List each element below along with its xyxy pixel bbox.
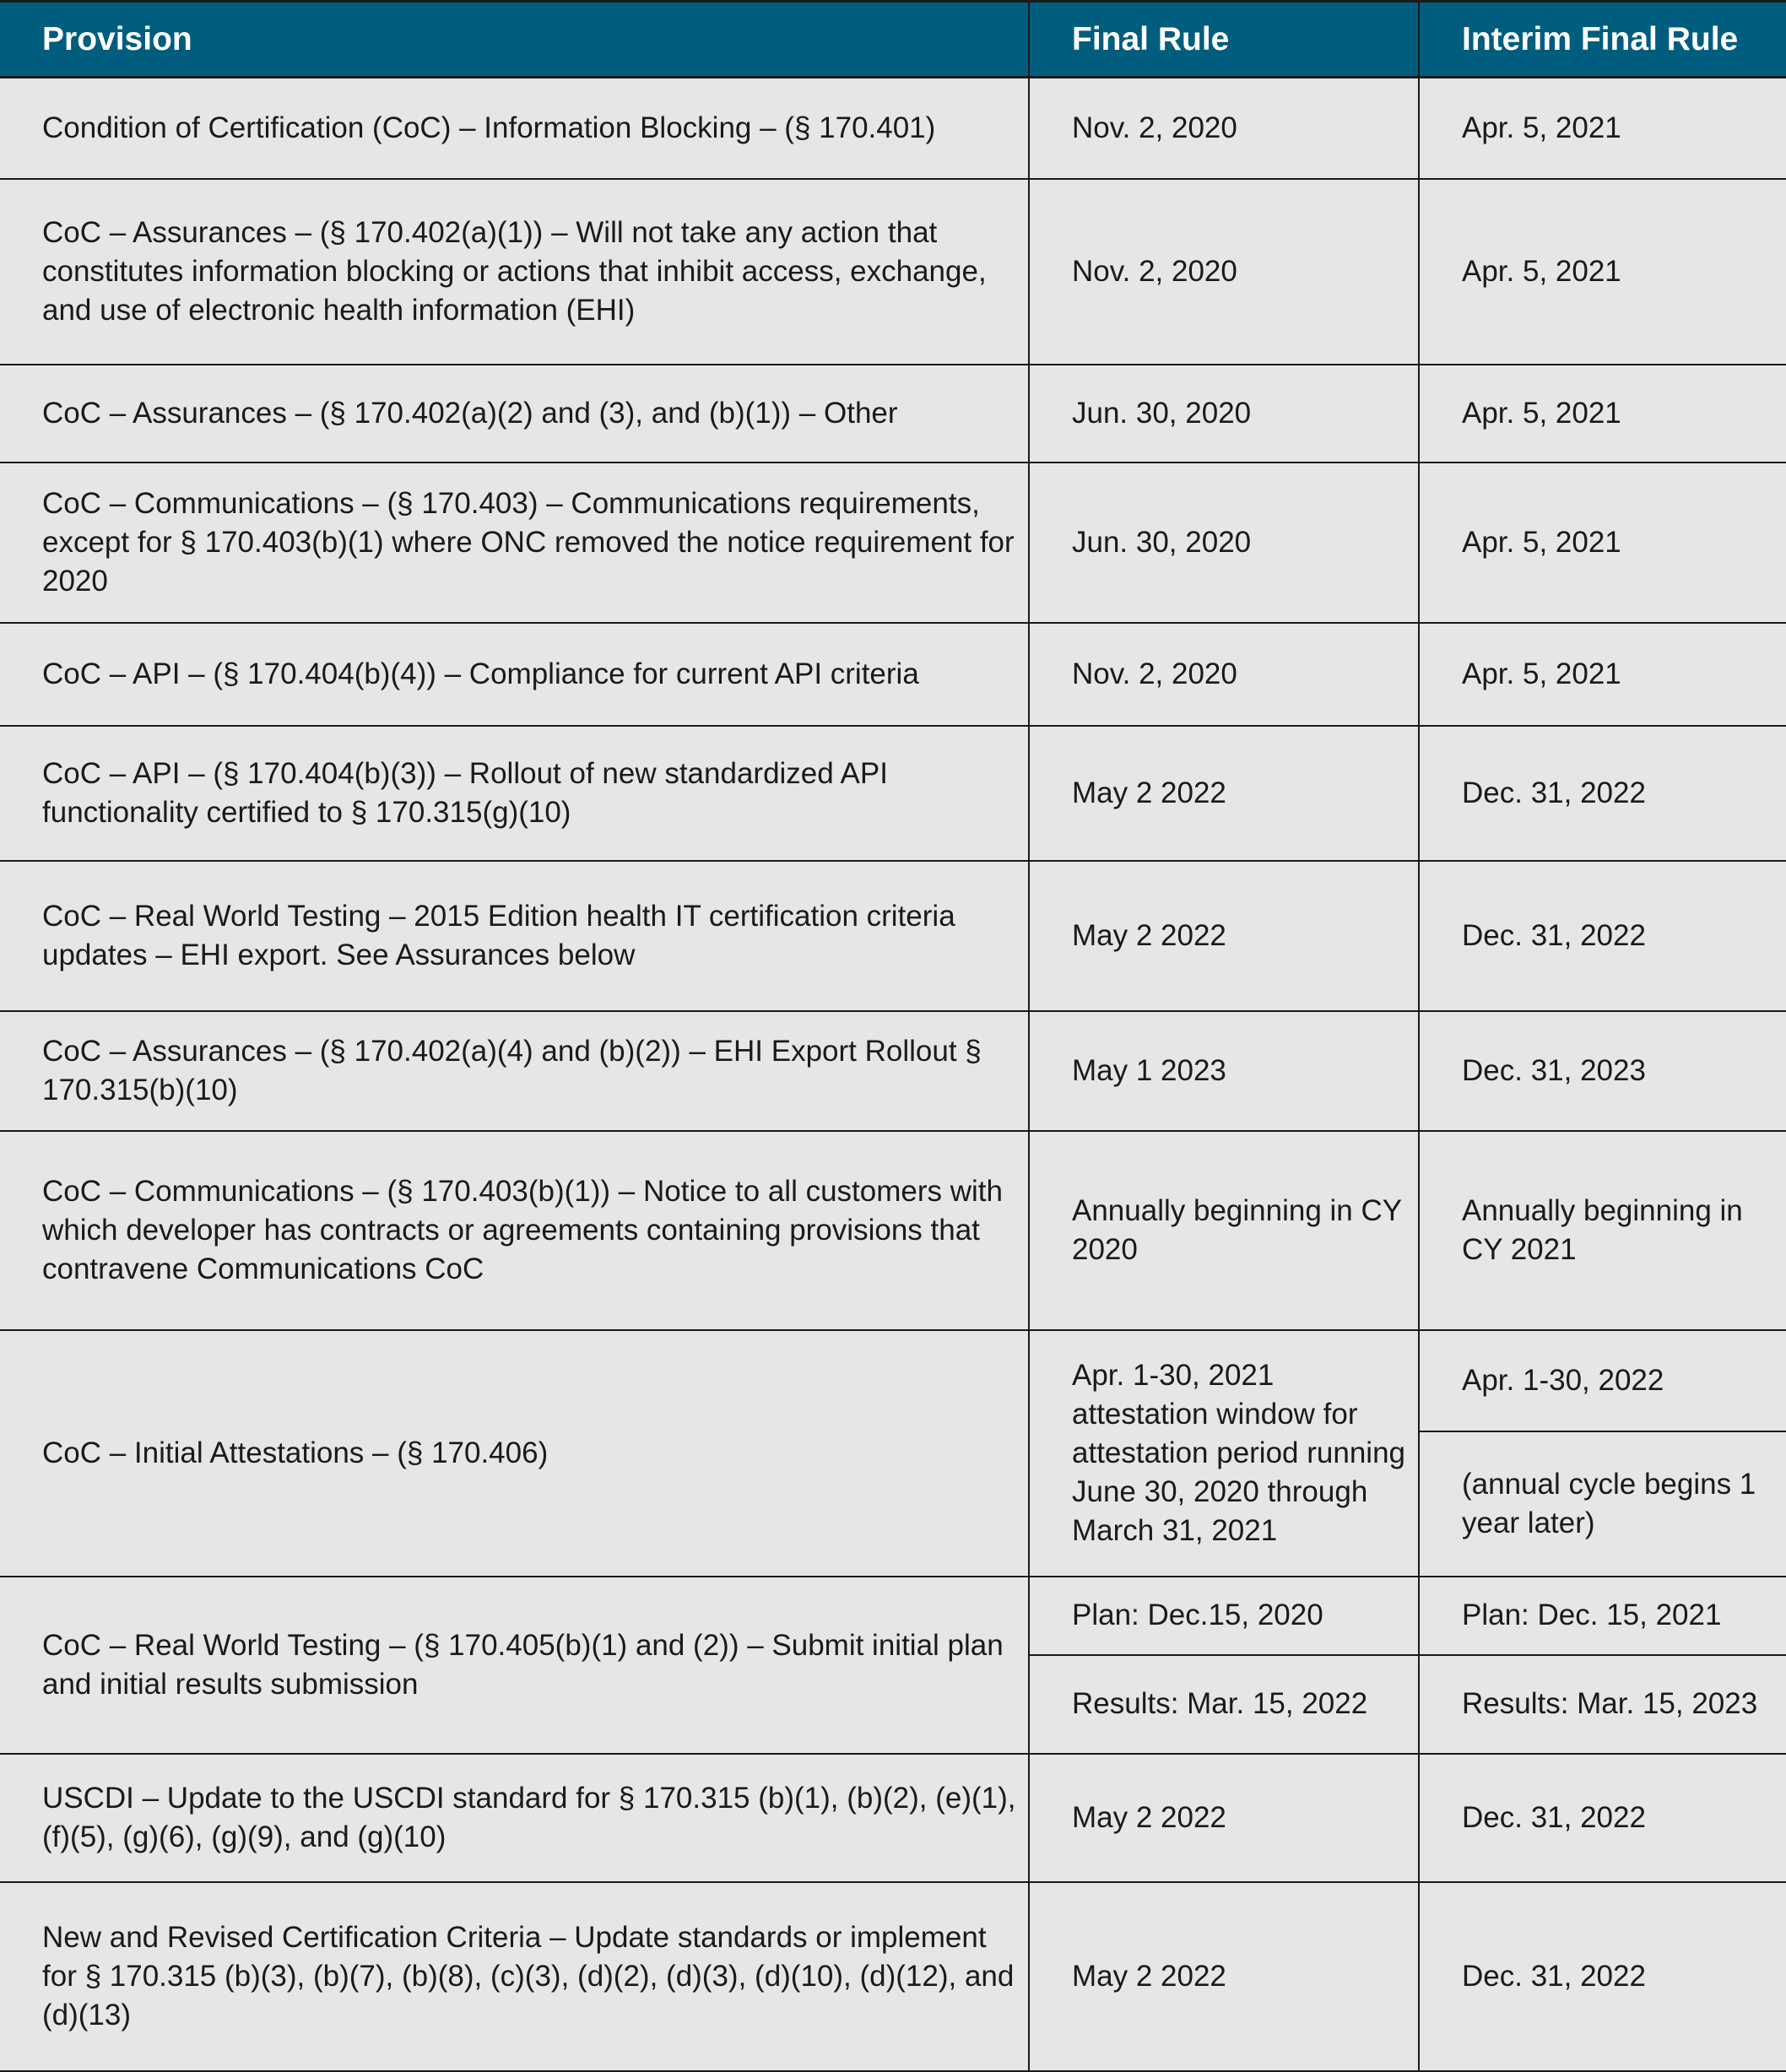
interim-attestation-window: Apr. 1-30, 2022 bbox=[1462, 1363, 1664, 1397]
interim-final-rule-cell: Dec. 31, 2022 bbox=[1419, 861, 1786, 1011]
final-rule-cell: Annually beginning in CY 2020 bbox=[1029, 1131, 1419, 1330]
interim-final-rule-cell bbox=[1419, 1577, 1786, 1754]
provision-cell: CoC – Assurances – (§ 170.402(a)(2) and (3), and (b)(1)) – Other bbox=[0, 365, 1029, 463]
provision-cell: CoC – Assurances – (§ 170.402(a)(1)) – Will not take any action that constitutes information blocking or actions that inhibit access, exchange, and use of electronic health information (EHI) bbox=[0, 179, 1029, 365]
header-provision: Provision bbox=[0, 2, 1029, 78]
interim-final-rule-cell: Dec. 31, 2022 bbox=[1419, 1882, 1786, 2071]
interim-final-rule-cell: Apr. 5, 2021 bbox=[1419, 179, 1786, 365]
table-body bbox=[0, 78, 1786, 2071]
header-interim-final-rule: Interim Final Rule bbox=[1419, 2, 1786, 78]
provision-cell: New and Revised Certification Criteria – Update standards or implement for § 170.315 (b)(3), (b)(7), (b)(8), (c)(3), (d)(2), (d)(3), (d)(10), (d)(12), and (d)(13) bbox=[0, 1882, 1029, 2071]
table-row bbox=[0, 1330, 1786, 1577]
provision-cell: CoC – Communications – (§ 170.403(b)(1)) – Notice to all customers with which developer has contracts or agreements containing provisions that contravene Communications CoC bbox=[0, 1131, 1029, 1330]
interim-final-rule-cell: Dec. 31, 2023 bbox=[1419, 1011, 1786, 1131]
interim-final-rule-cell bbox=[1419, 1330, 1786, 1577]
provision-cell: CoC – Initial Attestations – (§ 170.406) bbox=[0, 1330, 1029, 1577]
interim-final-rule-cell: Apr. 5, 2021 bbox=[1419, 78, 1786, 179]
interim-final-rule-cell: Apr. 5, 2021 bbox=[1419, 365, 1786, 463]
interim-final-rule-results: Results: Mar. 15, 2023 bbox=[1420, 1654, 1786, 1753]
provision-cell: USCDI – Update to the USCDI standard for § 170.315 (b)(1), (b)(2), (e)(1), (f)(5), (g)(6), (g)(9), and (g)(10) bbox=[0, 1754, 1029, 1882]
interim-final-rule-cell: Annually beginning in CY 2021 bbox=[1419, 1131, 1786, 1330]
final-rule-results: Results: Mar. 15, 2022 bbox=[1030, 1654, 1418, 1753]
table-row bbox=[0, 1011, 1786, 1131]
table-row bbox=[0, 1754, 1786, 1882]
interim-annual-cycle-note: (annual cycle begins 1 year later) bbox=[1420, 1431, 1786, 1576]
final-rule-cell: Nov. 2, 2020 bbox=[1029, 78, 1419, 179]
table-row bbox=[0, 1577, 1786, 1754]
provision-cell: CoC – API – (§ 170.404(b)(3)) – Rollout of new standardized API functionality certified to § 170.315(g)(10) bbox=[0, 726, 1029, 861]
split-cell bbox=[1420, 1331, 1786, 1576]
provision-cell: Condition of Certification (CoC) – Information Blocking – (§ 170.401) bbox=[0, 78, 1029, 179]
provision-cell: CoC – API – (§ 170.404(b)(4)) – Compliance for current API criteria bbox=[0, 623, 1029, 726]
table-row bbox=[0, 365, 1786, 463]
provision-cell: CoC – Assurances – (§ 170.402(a)(4) and (b)(2)) – EHI Export Rollout § 170.315(b)(10) bbox=[0, 1011, 1029, 1131]
header-final-rule: Final Rule bbox=[1029, 2, 1419, 78]
final-rule-cell: Jun. 30, 2020 bbox=[1029, 365, 1419, 463]
split-cell bbox=[1420, 1577, 1786, 1753]
table-row bbox=[0, 1882, 1786, 2071]
final-rule-cell: May 2 2022 bbox=[1029, 861, 1419, 1011]
provision-cell: CoC – Communications – (§ 170.403) – Communications requirements, except for § 170.403(b)(1) where ONC removed the notice requirement for 2020 bbox=[0, 463, 1029, 623]
interim-final-rule-cell: Apr. 5, 2021 bbox=[1419, 463, 1786, 623]
final-rule-plan: Plan: Dec.15, 2020 bbox=[1072, 1599, 1323, 1631]
interim-final-rule-cell: Dec. 31, 2022 bbox=[1419, 726, 1786, 861]
table-row bbox=[0, 623, 1786, 726]
table-row bbox=[0, 1131, 1786, 1330]
header-row bbox=[0, 2, 1786, 78]
interim-final-rule-cell: Apr. 5, 2021 bbox=[1419, 623, 1786, 726]
provision-cell: CoC – Real World Testing – (§ 170.405(b)(1) and (2)) – Submit initial plan and initial results submission bbox=[0, 1577, 1029, 1754]
final-rule-cell bbox=[1029, 1577, 1419, 1754]
table-row bbox=[0, 861, 1786, 1011]
final-rule-cell: Jun. 30, 2020 bbox=[1029, 463, 1419, 623]
table-row bbox=[0, 78, 1786, 179]
final-rule-cell: Nov. 2, 2020 bbox=[1029, 179, 1419, 365]
final-rule-cell: Nov. 2, 2020 bbox=[1029, 623, 1419, 726]
table-row bbox=[0, 463, 1786, 623]
final-rule-cell: May 2 2022 bbox=[1029, 1882, 1419, 2071]
table-header bbox=[0, 2, 1786, 78]
provision-cell: CoC – Real World Testing – 2015 Edition health IT certification criteria updates – EHI export. See Assurances below bbox=[0, 861, 1029, 1011]
final-rule-cell: May 1 2023 bbox=[1029, 1011, 1419, 1131]
table-row bbox=[0, 726, 1786, 861]
final-rule-cell: May 2 2022 bbox=[1029, 726, 1419, 861]
table-row bbox=[0, 179, 1786, 365]
interim-final-rule-cell: Dec. 31, 2022 bbox=[1419, 1754, 1786, 1882]
final-rule-cell: Apr. 1-30, 2021 attestation window for attestation period running June 30, 2020 through March 31, 2021 bbox=[1029, 1330, 1419, 1577]
interim-final-rule-plan: Plan: Dec. 15, 2021 bbox=[1462, 1599, 1722, 1631]
split-cell bbox=[1030, 1577, 1418, 1753]
final-rule-cell: May 2 2022 bbox=[1029, 1754, 1419, 1882]
